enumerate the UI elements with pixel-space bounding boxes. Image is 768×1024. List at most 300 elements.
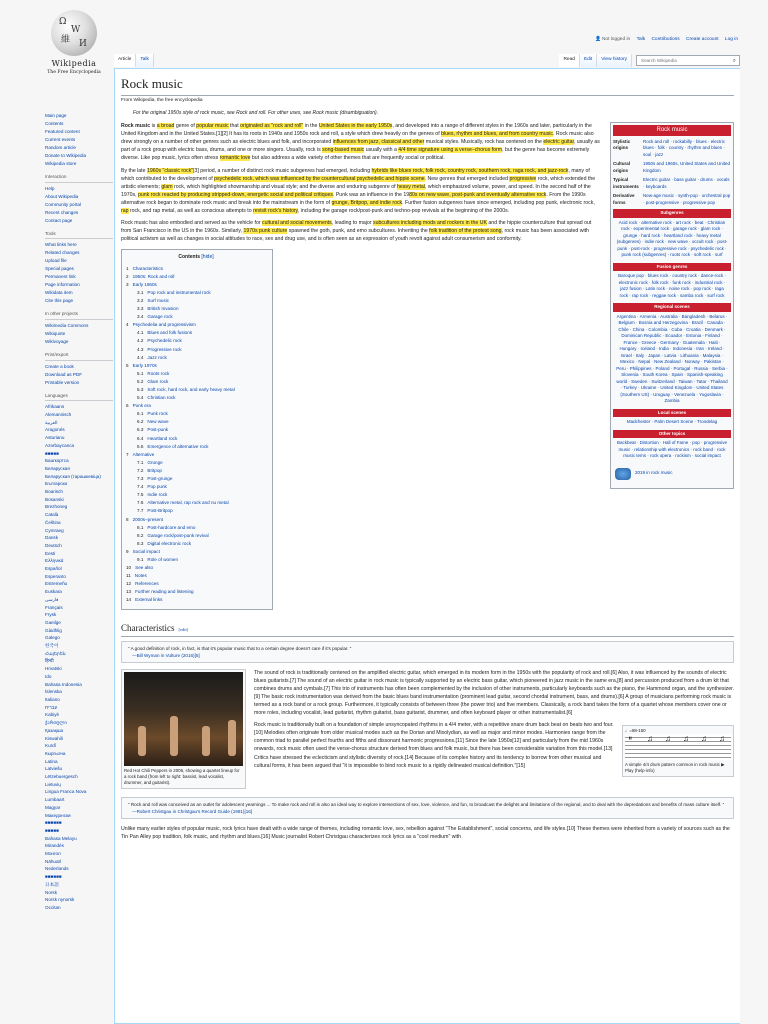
- toc-label: Indie rock: [147, 492, 168, 498]
- sidebar-link[interactable]: Latina: [45, 758, 58, 764]
- toc-label: See also: [135, 565, 154, 571]
- sidebar-link[interactable]: ■■■■■: [45, 827, 59, 833]
- sidebar-link[interactable]: עברית: [45, 704, 58, 710]
- sidebar-link[interactable]: Deutsch: [45, 542, 62, 548]
- globe-glyph: И: [79, 39, 87, 49]
- sidebar-link[interactable]: Català: [45, 512, 59, 518]
- infobox-sections: [613, 209, 731, 462]
- search-placeholder: Search Wikipedia: [641, 57, 677, 63]
- sidebar-link[interactable]: 한국어: [45, 643, 59, 649]
- sidebar-heading: Print/export: [45, 352, 113, 361]
- toc-label: Notes: [134, 573, 147, 579]
- sidebar-link[interactable]: Kurdî: [45, 743, 56, 749]
- sidebar-link[interactable]: Italiano: [45, 697, 60, 702]
- sidebar-link[interactable]: Brezhoneg: [45, 504, 68, 510]
- toc-label: Jazz rock: [147, 354, 167, 360]
- toc-number: 8: [126, 516, 129, 522]
- toc-item[interactable]: [126, 540, 266, 548]
- toc-label: Heartland rock: [147, 435, 178, 441]
- sidebar-link[interactable]: ■■■■■■: [45, 820, 62, 826]
- intro-paragraph-1: Rock music is a broad genre of popular music that originated as "rock and roll" in the United States in the early 1950s, and developed into a range of different styles in the 1960s and later, particularly in the United Kingdom and in the United States.[1][2] It has its roots in 1940s and 1950s rock and roll, a style which drew heavily on the genres of blues, rhythm and blues, and from country music. Rock music also drew strongly on a number of other genres such as electric blues and folk, and incorporated influences from jazz, classical and other musical styles. Musically, rock has centered on the electric guitar, usually as part of a rock group with electric bass, drums, and one or more singers. Usually, rock is song-based music usually with a 4/4 time signature using a verse–chorus form, but the genre has become extremely diverse. Like pop music, lyrics often stress romantic love but also address a wide variety of other themes that are frequently social or political.: [121, 123, 600, 162]
- characteristics-paragraph-1: The sound of rock is traditionally centered on the amplified electric guitar, which emerged in its modern form in the 1950s with the popularity of rock and roll.[6] Also, it was influenced by the sounds of electric blues guitarists.[7] The sound of an electric guitar in rock music is typically supported by an electric bass guitar, which pioneered in jazz music in the same era,[8] and percussion produced from a drum kit that combines drums and cymbals.[7] This trio of instruments has often been complemented by the inclusion of other instruments, particularly keyboards such as the piano, the Hammond organ, and the synthesizer.[9] The basic rock instrumentation was derived from the basic blues band instrumentation (prominent lead guitar, second chordal instrument, bass, and drums).[6] A group of musicians performing rock music is termed as a rock band or a rock group. Furthermore, it typically consists of between three (the power trio) and five members. Classically, a rock band takes the form of a quartet whose members cover one or more roles, including vocalist, lead guitarist, rhythm guitarist, bass guitarist, drummer, and often keyboard player or other instrumentalist.[6]: [254, 669, 734, 717]
- toc-number: 6.3: [137, 427, 144, 433]
- toc-list: [126, 265, 266, 605]
- infobox-label: Stylistic origins: [613, 138, 631, 151]
- toc-item[interactable]: [126, 475, 266, 483]
- sidebar-link[interactable]: Community portal: [45, 201, 81, 207]
- sidebar-link[interactable]: ■■■■■: [45, 450, 59, 456]
- sidebar-link[interactable]: Башҡортса: [45, 458, 69, 464]
- toc-item[interactable]: [126, 572, 266, 580]
- quote-box: “ A good definition of rock, in fact, is that it's popular music that to a certain degree doesn't care if it's popular. ” —Bill Wyman in Vulture (2016)[5]: [121, 641, 734, 663]
- toc-label: Psychedelic rock: [147, 338, 182, 344]
- toc-number: 9: [126, 548, 129, 554]
- sidebar-link[interactable]: Asturianu: [45, 435, 65, 441]
- sidebar-link[interactable]: Current events: [45, 137, 76, 142]
- toc-label: Psychedelia and progressivism: [132, 322, 196, 328]
- tab-read[interactable]: Read: [559, 54, 579, 67]
- not-logged-in: Not logged in: [601, 37, 631, 42]
- drum-caption: A simple 4/4 drum pattern common in rock music ▶ Play (help·info): [625, 762, 725, 774]
- toc-item[interactable]: [126, 516, 266, 524]
- toc-number: 8.2: [137, 532, 144, 538]
- infobox-value[interactable]: Electric guitar · bass guitar · drums · vocals · keyboards: [643, 177, 730, 189]
- toc-hide-toggle[interactable]: [hide]: [201, 254, 214, 261]
- toc-item[interactable]: [126, 483, 266, 491]
- infobox-row: [613, 139, 731, 159]
- toc-item[interactable]: [126, 273, 266, 281]
- infobox-value[interactable]: 1950s and 1960s, United States and United Kingdom: [643, 161, 731, 173]
- drum-notation: 𝄥 ♫ ♫ ♫ ♫ ♫: [625, 734, 731, 760]
- sidebar-link[interactable]: Help: [45, 185, 55, 191]
- toc-item[interactable]: [126, 346, 266, 354]
- tab-view-history[interactable]: View history: [597, 54, 632, 67]
- toc-item[interactable]: [126, 499, 266, 507]
- quote-text: A good definition of rock, in fact, is that it's popular music that to a certain degree doesn't care if it's popular.: [130, 645, 349, 651]
- sidebar-link[interactable]: Беларуская: [45, 465, 70, 471]
- sidebar-link[interactable]: About Wikipedia: [45, 193, 79, 199]
- toc-item[interactable]: [126, 305, 266, 313]
- toc-label: Emergence of alternative rock: [147, 443, 209, 449]
- sidebar-link[interactable]: 日本語: [45, 881, 59, 887]
- sidebar-link[interactable]: Lingua Franca Nova: [45, 789, 87, 795]
- toc-label: Grunge: [147, 459, 163, 465]
- sidebar-languages: [45, 403, 113, 911]
- infobox-rows: [613, 139, 731, 207]
- sidebar-link[interactable]: Wikiquote: [45, 330, 66, 336]
- toc-number: 3: [126, 281, 129, 287]
- toc-item[interactable]: [126, 394, 266, 402]
- sidebar-link[interactable]: Random article: [45, 145, 76, 150]
- toc-number: 2: [126, 273, 129, 279]
- sidebar-link[interactable]: Contents: [45, 121, 64, 126]
- sidebar-link[interactable]: Magyar: [45, 804, 61, 810]
- sidebar-link[interactable]: Македонски: [45, 812, 71, 818]
- sidebar-link[interactable]: Հայերեն: [45, 650, 66, 656]
- band-photo-thumbnail[interactable]: [121, 669, 246, 789]
- sidebar-link[interactable]: Euskara: [45, 589, 62, 595]
- sidebar-heading: In other projects: [45, 311, 113, 320]
- quote-attribution: —Bill Wyman in Vulture (2016)[5]: [132, 652, 200, 658]
- toc-item[interactable]: [126, 556, 266, 564]
- toc-number: 8.1: [137, 524, 144, 530]
- infobox-value[interactable]: New-age music · synth-pop · orchestral pop · post-progressive · progressive pop: [643, 193, 731, 205]
- search-input[interactable]: [636, 55, 740, 66]
- characteristics-paragraph-3: Unlike many earlier styles of popular music, rock lyrics have dealt with a wide range of themes, including romantic love, sex, rebellion against "The Establishment", social concerns, and life styles.[10] These themes were inherited from a variety of sources such as the Tin Pan Alley pop tradition, folk music, and rhythm and blues.[16] Music journalist Robert Christgau characterizes rock lyrics as a "cool medium" with: [121, 825, 730, 840]
- infobox-section-list[interactable]: Backbeat · Distortion · Hall of Fame · pop · progressive music · relationship with electronics · rock band · rock music tems · rock opera · rockism · social impact: [616, 440, 728, 459]
- infobox-title: Rock music: [613, 125, 731, 136]
- infobox-label: Cultural origins: [613, 161, 631, 173]
- sidebar-link[interactable]: Related changes: [45, 250, 80, 256]
- sidebar-link[interactable]: Ελληνικά: [45, 558, 64, 564]
- sidebar-projects: [45, 322, 113, 346]
- toc-number: 9.1: [137, 556, 144, 562]
- toc-item[interactable]: [126, 297, 266, 305]
- toc-label: Roots rock: [147, 370, 170, 376]
- talk-link[interactable]: Talk: [636, 37, 646, 42]
- toc-number: 4.2: [137, 338, 144, 344]
- toc-number: 7.3: [137, 476, 144, 482]
- sidebar-link[interactable]: Bahasa Indonesia: [45, 681, 82, 687]
- toc-item[interactable]: [126, 596, 266, 604]
- infobox-section-list[interactable]: Argentina · Armenia · Australia · Bangladesh · Belarus · Belgium · Bosnia and Herzegovina · Brazil · Canada · Chile · China · Colombia · Cuba · Croatia · Denmark · Dominican Republic · Ecuador · Estonia · Finland · France · Greece · Germany · Guatemala · Haiti · Hungary · Iceland · India · Indonesia · Iran · Ireland · Israel · Italy · Japan · Latvia · Lithuania · Malaysia · Mexico · Nepal · New Zealand · Norway · Pakistan · Peru · Philippines · Poland · Portugal · Russia · Serbia · Slovenia · South Korea · Spain · Spanish-speaking world · Sweden · Switzerland · Taiwan · Tatar · Thailand · Turkey · Ukraine · United Kingdom · United States (Southern US) · Uruguay · Venezuela · Yugoslavia · Zambia: [616, 313, 728, 404]
- toc-number: 7.1: [137, 459, 144, 465]
- toc-label: 1950s: Rock and roll: [132, 273, 175, 279]
- sidebar-link[interactable]: What links here: [45, 242, 77, 248]
- infobox-section-list[interactable]: Acid rock · alternative rock · art rock · beat · Christian rock · experimental rock · garage rock · glam rock · grunge · hard rock · heartland rock · heavy metal (subgenres) · indie rock · new wave · occult rock · post-punk · post-rock · progressive rock · psychedelic rock · punk rock (subgenres) · roots rock · soft rock · surf: [616, 219, 728, 258]
- sidebar-link[interactable]: Wikidata item: [45, 290, 73, 296]
- toc-number: 7: [126, 451, 129, 457]
- sidebar-link[interactable]: Nāhuatl: [45, 858, 61, 864]
- toc-number: 10: [126, 565, 132, 571]
- sidebar-link[interactable]: Ido: [45, 673, 52, 679]
- sidebar-link[interactable]: Norsk: [45, 889, 57, 895]
- table-of-contents: [121, 249, 273, 609]
- sidebar-link[interactable]: Azərbaycanca: [45, 442, 75, 448]
- infobox-row: [613, 193, 731, 206]
- toc-item[interactable]: [126, 459, 266, 467]
- toc-number: 5.2: [137, 378, 144, 384]
- puzzle-globe-icon: [51, 10, 97, 56]
- toc-number: 13: [126, 589, 132, 595]
- toc-label: Alternative metal, rap rock and nu metal: [147, 500, 229, 506]
- personal-tools: [590, 37, 738, 44]
- article-content: [114, 68, 740, 1024]
- sidebar-link[interactable]: Lumbaart: [45, 797, 65, 803]
- toc-item[interactable]: [126, 524, 266, 532]
- sidebar-link[interactable]: Bosanski: [45, 496, 64, 502]
- toc-number: 6.1: [137, 411, 144, 417]
- portal-link[interactable]: [613, 462, 731, 486]
- sidebar-link[interactable]: Беларуская (тарашкевіца): [45, 473, 101, 479]
- toc-item[interactable]: [126, 410, 266, 418]
- tab-edit[interactable]: Edit: [580, 54, 597, 67]
- toc-item[interactable]: [126, 548, 266, 556]
- toc-number: 4.3: [137, 346, 144, 352]
- toc-label: References: [135, 581, 159, 587]
- toc-label: Garage rock/post-punk revival: [147, 532, 209, 538]
- sidebar-navigation: [45, 112, 113, 168]
- sidebar-link[interactable]: Кыргызча: [45, 750, 66, 756]
- log-in-link[interactable]: Log in: [724, 37, 738, 42]
- infobox-label: Typical instruments: [613, 177, 639, 189]
- toc-label: Soft rock, hard rock, and early heavy metal: [147, 387, 235, 393]
- wikipedia-logo[interactable]: [28, 10, 120, 76]
- toc-label: External links: [135, 597, 163, 603]
- toc-item[interactable]: [126, 588, 266, 596]
- sidebar-link[interactable]: Printable version: [45, 379, 80, 385]
- infobox-row: [613, 161, 731, 174]
- infobox-section-heading: Subgenres: [613, 209, 731, 218]
- sidebar-link[interactable]: हिन्दी: [45, 658, 54, 664]
- toc-label: Post-grunge: [147, 476, 173, 482]
- section-heading-characteristics: [121, 622, 734, 637]
- toc-number: 3.2: [137, 297, 144, 303]
- sidebar-link[interactable]: Norsk nynorsk: [45, 897, 75, 903]
- toc-item[interactable]: [126, 564, 266, 572]
- tagline: The Free Encyclopedia: [47, 69, 101, 75]
- sidebar-link[interactable]: فارسی: [45, 596, 59, 602]
- toc-label: Early 1960s: [132, 281, 157, 287]
- infobox-section-list[interactable]: Baroque pop · blues rock · country rock · dance-rock · electronic rock · folk rock · funk rock · industrial rock · jazz fusion · Latin rock · noise rock · pop rock · raga rock · rap rock · reggae rock · samba rock · surf rock: [618, 273, 726, 298]
- section-title: Characteristics: [121, 622, 175, 633]
- toc-item[interactable]: [126, 337, 266, 345]
- sidebar-link[interactable]: Kiswahili: [45, 735, 63, 741]
- sidebar-link[interactable]: Wikivoyage: [45, 338, 69, 344]
- sidebar-print: [45, 363, 113, 387]
- toc-label: Characteristics: [132, 265, 163, 271]
- sidebar-link[interactable]: Aragonés: [45, 427, 65, 433]
- toc-number: 6.4: [137, 435, 144, 441]
- toc-number: 7.2: [137, 467, 144, 473]
- toc-label: Pop rock and instrumental rock: [147, 289, 211, 295]
- sidebar-link[interactable]: Afrikaans: [45, 404, 65, 410]
- sidebar-link[interactable]: Featured content: [45, 129, 80, 134]
- toc-item[interactable]: [126, 532, 266, 540]
- view-tabs: [559, 54, 740, 67]
- infobox: [610, 122, 734, 489]
- sidebar-heading: Languages: [45, 393, 113, 402]
- toc-number: 3.4: [137, 314, 144, 320]
- sidebar-link[interactable]: Lietuvių: [45, 781, 61, 787]
- sidebar-link[interactable]: Қазақша: [45, 727, 64, 733]
- sidebar-link[interactable]: Esperanto: [45, 573, 66, 579]
- contributions-link[interactable]: Contributions: [651, 37, 680, 42]
- toc-item[interactable]: [126, 451, 266, 459]
- sidebar-link[interactable]: Boarisch: [45, 489, 63, 495]
- infobox-section-list[interactable]: Madchester · Palm Desert Scene · Trondelag: [626, 419, 718, 425]
- sidebar-link[interactable]: Bahasa Melayu: [45, 835, 77, 841]
- toc-item[interactable]: [126, 402, 266, 410]
- toc-item[interactable]: [126, 329, 266, 337]
- toc-number: 3.3: [137, 306, 144, 312]
- toc-label: Christian rock: [147, 395, 176, 401]
- sidebar-link[interactable]: Cymraeg: [45, 527, 64, 533]
- infobox-value[interactable]: Rock and roll · rockabilly · blues · electric blues · folk · country · rhythm and blues · soul · jazz: [643, 138, 726, 157]
- toc-item[interactable]: [126, 354, 266, 362]
- portal-icon: [615, 468, 631, 480]
- toc-label: Britpop: [147, 467, 162, 473]
- sidebar-link[interactable]: Eesti: [45, 550, 56, 556]
- toc-label: Progressive rock: [147, 346, 182, 352]
- sidebar-link[interactable]: Create a book: [45, 363, 74, 369]
- toc-label: Blues and folk fusions: [147, 330, 193, 336]
- sidebar-link[interactable]: Nederlands: [45, 866, 69, 872]
- sidebar-link[interactable]: Wikipedia store: [45, 161, 77, 166]
- toc-number: 3.1: [137, 289, 144, 295]
- wordmark: Wikipedia: [51, 59, 97, 68]
- create-account-link[interactable]: Create account: [686, 37, 719, 42]
- toc-item[interactable]: [126, 313, 266, 321]
- sidebar-link[interactable]: Permanent link: [45, 274, 76, 280]
- sidebar-link[interactable]: Recent changes: [45, 209, 79, 215]
- toc-number: 5: [126, 362, 129, 368]
- toc-number: 1: [126, 265, 129, 271]
- toc-label: Social impact: [132, 548, 160, 554]
- sidebar-link[interactable]: Latviešu: [45, 766, 63, 772]
- sidebar-link[interactable]: Cite this page: [45, 298, 74, 304]
- toc-item[interactable]: [126, 378, 266, 386]
- sidebar-link[interactable]: ■■■■■■: [45, 874, 62, 880]
- toc-number: 7.7: [137, 508, 144, 514]
- sidebar-link[interactable]: Íslenska: [45, 689, 62, 695]
- toc-label: Garage rock: [147, 314, 173, 320]
- toc-label: Digital electronic rock: [147, 540, 192, 546]
- toc-number: 5.4: [137, 395, 144, 401]
- band-photo: [124, 672, 243, 766]
- sidebar-link[interactable]: Contact page: [45, 217, 73, 223]
- infobox-section-heading: Regional scenes: [613, 303, 731, 312]
- sidebar-link[interactable]: Lëtzebuergesch: [45, 774, 78, 780]
- sidebar-link[interactable]: Wikimedia Commons: [45, 322, 89, 328]
- infobox-row: [613, 177, 731, 190]
- toc-item[interactable]: [126, 467, 266, 475]
- portal-label: 2019 in rock music: [635, 470, 673, 476]
- tab-article[interactable]: Article: [114, 54, 136, 67]
- drum-tempo: ♩=88-150: [625, 728, 646, 734]
- toc-item[interactable]: [126, 281, 266, 289]
- toc-item[interactable]: [126, 362, 266, 370]
- sidebar-link[interactable]: Alemannisch: [45, 411, 72, 417]
- toc-number: 14: [126, 597, 132, 603]
- toc-item[interactable]: [126, 443, 266, 451]
- characteristics-body: [121, 669, 734, 841]
- infobox-section-heading: Other topics: [613, 430, 731, 439]
- sidebar-link[interactable]: Kabiyè: [45, 712, 60, 718]
- toc-label: Punk era: [132, 403, 151, 409]
- sidebar-link[interactable]: Download as PDF: [45, 371, 83, 377]
- sidebar-link[interactable]: Main page: [45, 113, 67, 118]
- tab-talk[interactable]: Talk: [136, 54, 154, 67]
- toc-label: Pop punk: [147, 484, 167, 490]
- toc-number: 12: [126, 581, 132, 587]
- sidebar-link[interactable]: Donate to Wikipedia: [45, 153, 87, 158]
- toc-item[interactable]: [126, 580, 266, 588]
- toc-number: 8.3: [137, 540, 144, 546]
- intro-paragraph-2: By the late 1960s "classic rock"[3] period, a number of distinct rock music subgenres had emerged, including hybrids like blues rock, folk rock, country rock, southern rock, raga rock, and jazz-rock, many of which contributed to the development of psychedelic rock, which was influenced by the countercultural psychedelic and hippie scene. New genres that emerged included progressive rock, which extended the artistic elements; glam rock, which highlighted showmanship and visual style; and the diverse and enduring subgenre of heavy metal, which emphasized volume, power, and speed. In the second half of the 1970s, punk rock reacted by producing stripped-down, energetic social and political critiques. Punk was an influence in the 1980s on new wave, post-punk and eventually alternative rock. From the 1990s alternative rock began to dominate rock music and break into the mainstream in the form of grunge, Britpop, and indie rock. Further fusion subgenres have since emerged, including pop punk, electronic rock, rap rock, and rap metal, as well as conscious attempts to revisit rock's history, including the garage rock/post-punk and techno-pop revivals at the beginning of the 2000s.: [121, 167, 596, 214]
- sidebar-link[interactable]: Gàidhlig: [45, 627, 62, 633]
- sidebar-tools: [45, 241, 113, 305]
- page-title: Rock music: [121, 75, 734, 96]
- characteristics-paragraph-2: Rock music is traditionally built on a foundation of simple unsyncopated rhythms in a 4/4 meter, with a repetitive snare drum back beat on beats two and four.[10] Melodies often originate from older musical modes such as the Dorian and Mixolydian, as well as major and minor modes. Harmonies range from the common triad to parallel perfect fourths and fifths and dissonant harmonic progressions.[11] Since the late 1950s[12] and particularly from the mid 1960s onwards, rock music often used the verse-chorus structure derived from blues and folk music, but there has been considerable variation from this model.[13] Critics have stressed the eclecticism and stylistic diversity of rock.[14] Because of its complex history and its tendency to borrow from other musical and cultural forms, it has been argued that "it is impossible to bind rock music to a rigidly delineated musical definition."[15]: [254, 722, 614, 769]
- toc-number: 4: [126, 322, 129, 328]
- sidebar-link[interactable]: Français: [45, 604, 63, 610]
- search-icon[interactable]: ⌕: [732, 57, 736, 64]
- sidebar-link[interactable]: Gaeilge: [45, 619, 61, 625]
- toc-number: 6.5: [137, 443, 144, 449]
- sidebar-heading: Tools: [45, 231, 113, 240]
- sidebar-heading: Interaction: [45, 174, 113, 183]
- quote-box: “ Rock and roll was conceived as an outlet for adolescent yearnings ... To make rock and roll is also an ideal way to explore intersections of sex, love, violence, and fun, to broadcast the delights and limitations of the regional, and to deal with the depredations and benefits of mass culture itself. ” —Robert Christgau in Christgau's Record Guide (1981)[16]: [121, 797, 734, 819]
- toc-item[interactable]: [126, 370, 266, 378]
- sidebar-link[interactable]: ქართული: [45, 720, 67, 726]
- sidebar-link[interactable]: Hrvatski: [45, 666, 62, 672]
- toc-item[interactable]: [126, 386, 266, 394]
- toc-number: 7.6: [137, 500, 144, 506]
- sidebar-link[interactable]: Estremeñu: [45, 581, 68, 587]
- sidebar-link[interactable]: العربية: [45, 419, 58, 425]
- toc-item[interactable]: [126, 265, 266, 273]
- toc-number: 4.1: [137, 330, 144, 336]
- sidebar-link[interactable]: Frysk: [45, 612, 57, 618]
- globe-glyph: Ω: [59, 17, 67, 27]
- sidebar-link[interactable]: Čeština: [45, 519, 61, 525]
- toc-label: Role of women: [147, 556, 179, 562]
- sidebar-link[interactable]: Dansk: [45, 535, 59, 541]
- quote-text: Rock and roll was conceived as an outlet for adolescent yearnings ... To make rock and roll is also an ideal way to explore intersections of sex, love, violence, and fun, to broadcast the delights and limitations of the regional, and to deal with the depredations and benefits of mass culture itself.: [130, 801, 722, 807]
- sidebar-link[interactable]: Special pages: [45, 266, 74, 272]
- sidebar-link[interactable]: Page information: [45, 282, 80, 288]
- toc-item[interactable]: [126, 289, 266, 297]
- toc-label: Post-Britpop: [147, 508, 173, 514]
- toc-item[interactable]: [126, 491, 266, 499]
- toc-number: 4.4: [137, 354, 144, 360]
- toc-number: 5.3: [137, 387, 144, 393]
- toc-item[interactable]: [126, 321, 266, 329]
- toc-item[interactable]: [126, 426, 266, 434]
- toc-label: British Invasion: [147, 306, 179, 312]
- toc-number: 7.5: [137, 492, 144, 498]
- sidebar-link[interactable]: Mirandés: [45, 843, 64, 849]
- sidebar-link[interactable]: Upload file: [45, 258, 67, 264]
- sidebar-link[interactable]: Occitan: [45, 904, 61, 910]
- sidebar: [45, 112, 113, 918]
- toc-label: Alternative: [132, 451, 155, 457]
- toc-label: Glam rock: [147, 378, 169, 384]
- toc-item[interactable]: [126, 435, 266, 443]
- toc-label: 2000s–present: [132, 516, 163, 522]
- sidebar-interaction: [45, 185, 113, 225]
- toc-label: New wave: [147, 419, 169, 425]
- drum-pattern-thumbnail[interactable]: [622, 725, 734, 777]
- toc-number: 6: [126, 403, 129, 409]
- edit-section-link[interactable]: [edit]: [178, 626, 189, 632]
- toc-label: Early 1970s: [132, 362, 157, 368]
- sidebar-link[interactable]: Galego: [45, 635, 60, 641]
- sidebar-link[interactable]: Български: [45, 481, 68, 487]
- toc-label: Further reading and listening: [135, 589, 194, 595]
- sidebar-link[interactable]: Español: [45, 566, 62, 572]
- infobox-section-heading: Local scenes: [613, 409, 731, 418]
- site-subtitle: From Wikipedia, the free encyclopedia: [121, 97, 203, 103]
- quote-attribution: —Robert Christgau in Christgau's Record Guide (1981)[16]: [132, 808, 253, 814]
- namespace-tabs: [114, 54, 154, 67]
- toc-item[interactable]: [126, 507, 266, 515]
- infobox-label: Derivative forms: [613, 193, 635, 205]
- globe-glyph: 維: [61, 35, 71, 45]
- toc-item[interactable]: [126, 418, 266, 426]
- sidebar-link[interactable]: Монгол: [45, 851, 61, 857]
